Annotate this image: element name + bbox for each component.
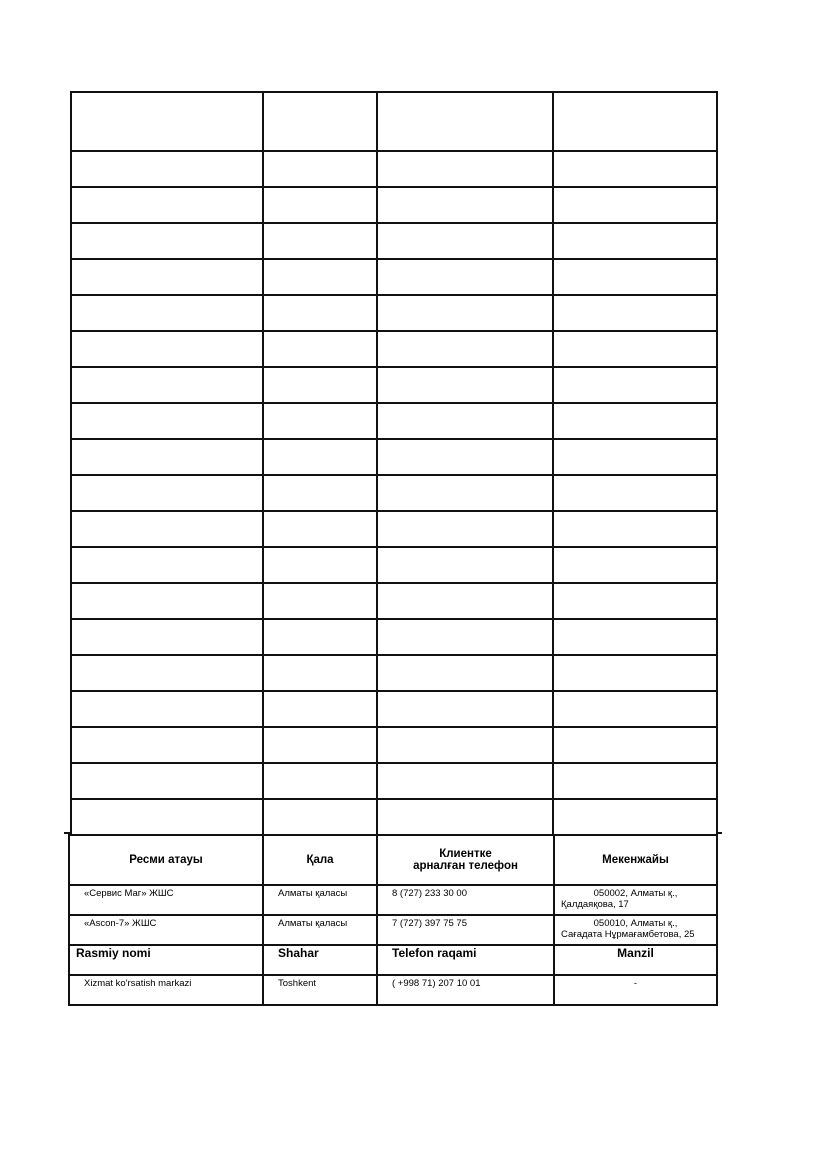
empty-cell [71, 583, 263, 619]
empty-row [71, 763, 717, 799]
empty-row [71, 547, 717, 583]
empty-cell [377, 619, 553, 655]
empty-cell [553, 223, 717, 259]
empty-cell [553, 727, 717, 763]
empty-cell [263, 799, 377, 835]
row-phone: 8 (727) 233 30 00 [377, 885, 554, 915]
header-name-kz: Ресми атауы [69, 835, 263, 885]
row-name: Xizmat ko'rsatish markazi [69, 975, 263, 1005]
empty-cell [263, 583, 377, 619]
empty-cell [553, 259, 717, 295]
empty-cell [71, 439, 263, 475]
empty-cell [71, 367, 263, 403]
service-centers-table [68, 834, 718, 1006]
empty-row [71, 367, 717, 403]
empty-grid-body [71, 92, 717, 835]
empty-cell [377, 475, 553, 511]
empty-row [71, 727, 717, 763]
empty-cell [377, 151, 553, 187]
empty-cell [553, 799, 717, 835]
empty-cell [553, 619, 717, 655]
table-row [69, 915, 717, 945]
empty-cell [71, 331, 263, 367]
empty-cell [263, 439, 377, 475]
empty-cell [377, 583, 553, 619]
empty-header-row [71, 92, 717, 151]
empty-cell [263, 295, 377, 331]
empty-row [71, 619, 717, 655]
empty-row [71, 439, 717, 475]
row-address: - [554, 975, 717, 1005]
row-address-line1: 050010, Алматы қ., [593, 918, 678, 929]
empty-cell [263, 151, 377, 187]
empty-row [71, 799, 717, 835]
header-phone-kz [377, 835, 554, 885]
empty-cell [263, 655, 377, 691]
row-phone: ( +998 71) 207 10 01 [377, 975, 554, 1005]
empty-cell [71, 655, 263, 691]
empty-cell [263, 187, 377, 223]
empty-cell [553, 655, 717, 691]
empty-cell [377, 295, 553, 331]
empty-row [71, 151, 717, 187]
row-address [554, 885, 717, 915]
header-row-kz [69, 835, 717, 885]
empty-cell [263, 92, 377, 151]
header-phone-kz-line2: арналған телефон [413, 860, 518, 872]
empty-cell [553, 475, 717, 511]
header-city-kz: Қала [263, 835, 377, 885]
row-city: Алматы қаласы [263, 915, 377, 945]
empty-cell [71, 223, 263, 259]
row-address-line1: 050002, Алматы қ., [593, 888, 678, 899]
empty-cell [553, 511, 717, 547]
empty-cell [263, 547, 377, 583]
empty-row [71, 655, 717, 691]
header-phone-kz-line1: Клиентке [439, 848, 492, 860]
empty-row [71, 583, 717, 619]
empty-cell [71, 691, 263, 727]
empty-cell [377, 511, 553, 547]
empty-cell [263, 619, 377, 655]
empty-cell [71, 727, 263, 763]
table-row [69, 885, 717, 915]
empty-cell [377, 92, 553, 151]
empty-cell [377, 259, 553, 295]
empty-grid-table [70, 91, 718, 836]
empty-cell [553, 151, 717, 187]
empty-row [71, 511, 717, 547]
empty-cell [71, 511, 263, 547]
empty-cell [377, 547, 553, 583]
empty-cell [71, 187, 263, 223]
empty-cell [377, 727, 553, 763]
empty-cell [377, 187, 553, 223]
empty-row [71, 259, 717, 295]
table-row [69, 975, 717, 1005]
row-city: Алматы қаласы [263, 885, 377, 915]
empty-cell [71, 475, 263, 511]
empty-cell [263, 367, 377, 403]
empty-cell [553, 367, 717, 403]
empty-cell [553, 295, 717, 331]
empty-row [71, 187, 717, 223]
empty-cell [377, 367, 553, 403]
empty-cell [71, 547, 263, 583]
empty-row [71, 331, 717, 367]
header-phone-uz: Telefon raqami [377, 945, 554, 975]
header-name-uz: Rasmiy nomi [69, 945, 263, 975]
empty-cell [377, 691, 553, 727]
empty-cell [71, 619, 263, 655]
row-address-line2: Қалдаяқова, 17 [561, 899, 629, 910]
empty-cell [263, 691, 377, 727]
row-address [554, 915, 717, 945]
empty-cell [553, 691, 717, 727]
empty-cell [263, 475, 377, 511]
row-phone: 7 (727) 397 75 75 [377, 915, 554, 945]
empty-cell [553, 583, 717, 619]
empty-cell [553, 547, 717, 583]
empty-cell [377, 331, 553, 367]
empty-row [71, 403, 717, 439]
header-row-uz [69, 945, 717, 975]
empty-cell [263, 259, 377, 295]
empty-cell [263, 403, 377, 439]
empty-cell [263, 223, 377, 259]
empty-cell [377, 403, 553, 439]
header-address-uz: Manzil [554, 945, 717, 975]
empty-cell [377, 223, 553, 259]
empty-cell [71, 92, 263, 151]
empty-row [71, 691, 717, 727]
empty-cell [71, 403, 263, 439]
empty-cell [263, 511, 377, 547]
empty-cell [553, 403, 717, 439]
empty-cell [71, 763, 263, 799]
header-city-uz: Shahar [263, 945, 377, 975]
empty-cell [71, 151, 263, 187]
empty-cell [553, 331, 717, 367]
empty-cell [263, 331, 377, 367]
empty-row [71, 295, 717, 331]
empty-cell [71, 259, 263, 295]
empty-cell [553, 763, 717, 799]
header-address-kz: Мекенжайы [554, 835, 717, 885]
row-city: Toshkent [263, 975, 377, 1005]
row-address-line2: Сағадата Нұрмағамбетова, 25 [561, 929, 695, 940]
empty-cell [377, 655, 553, 691]
empty-cell [263, 763, 377, 799]
empty-row [71, 223, 717, 259]
empty-cell [553, 187, 717, 223]
empty-cell [553, 92, 717, 151]
empty-cell [553, 439, 717, 475]
empty-cell [377, 799, 553, 835]
empty-cell [377, 439, 553, 475]
empty-row [71, 475, 717, 511]
empty-cell [71, 295, 263, 331]
empty-cell [377, 763, 553, 799]
row-name: «Сервис Маг» ЖШС [69, 885, 263, 915]
row-name: «Ascon-7» ЖШС [69, 915, 263, 945]
empty-cell [263, 727, 377, 763]
empty-cell [71, 799, 263, 835]
